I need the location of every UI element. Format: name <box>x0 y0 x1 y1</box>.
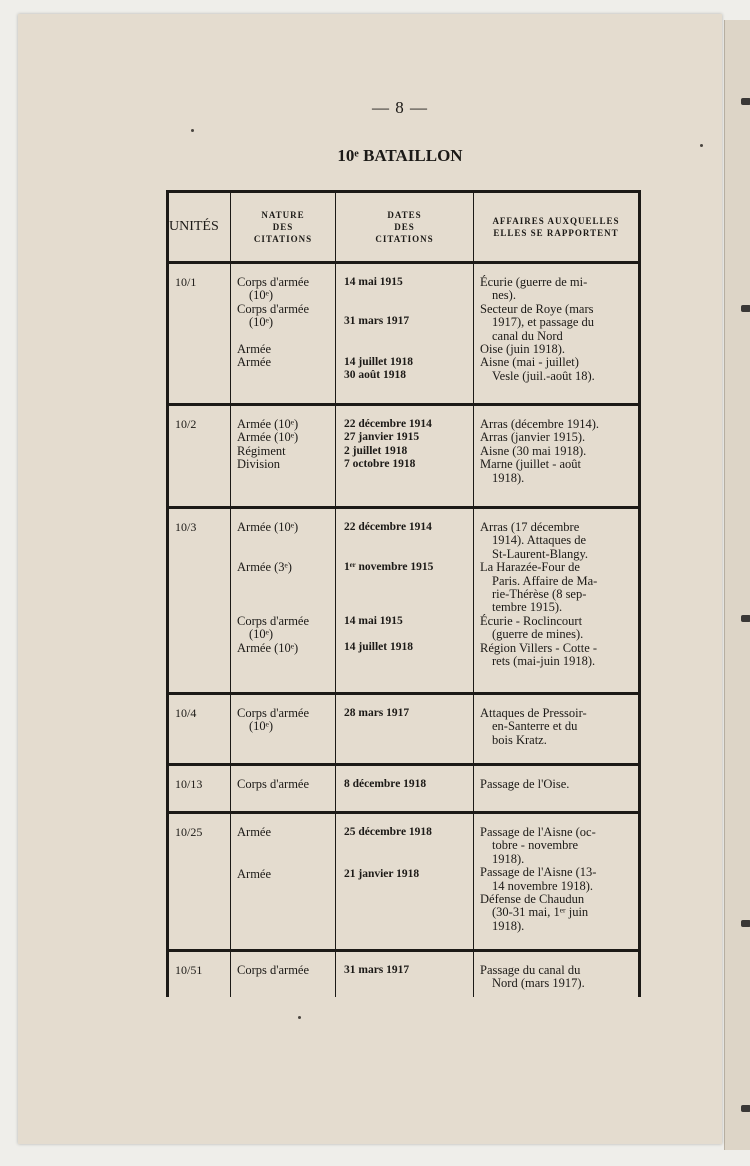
affair-line: Arras (décembre 1914). <box>480 417 600 431</box>
date-line: 7 octobre 1918 <box>344 458 416 471</box>
affair-cell <box>474 951 640 997</box>
date-line: 14 mai 1915 <box>344 276 403 288</box>
header-line: DATES <box>387 210 422 220</box>
affair-cell <box>474 405 640 508</box>
date-line: 2 juillet 1918 <box>344 444 408 457</box>
date-line: 31 mars 1917 <box>344 964 410 976</box>
date-line: 22 décembre 1914 <box>344 521 432 533</box>
date-line: 25 décembre 1918 <box>344 826 432 838</box>
header-line: DES <box>394 222 415 232</box>
affair-line: Passage du canal du <box>480 963 581 977</box>
nature-line: Armée (10ᵉ) <box>237 430 299 445</box>
nature-line: Corps d'armée <box>237 613 310 628</box>
nature-cell <box>231 951 336 997</box>
nature-line: Corps d'armée <box>237 706 310 720</box>
affair-line: nes). <box>492 288 516 303</box>
affair-line: Arras (17 décembre <box>480 520 580 534</box>
header-affairs <box>474 192 640 263</box>
affair-line: tobre - novembre <box>492 838 579 853</box>
date-line: 28 mars 1917 <box>344 707 410 719</box>
affair-cell <box>474 508 640 694</box>
binding-staple <box>741 920 750 927</box>
affair-line: rets (mai-juin 1918). <box>492 654 596 669</box>
affair-cell <box>474 813 640 951</box>
nature-line: Armée (10ᵉ) <box>237 640 299 655</box>
nature-line: (10ᵉ) <box>249 719 274 734</box>
nature-line: Division <box>237 457 281 472</box>
table-header-row <box>168 192 640 263</box>
date-cell <box>336 765 474 813</box>
affair-line: Marne (juillet - août <box>480 457 582 472</box>
date-line: 1ᵉʳ novembre 1915 <box>344 561 434 574</box>
table-row <box>168 765 640 813</box>
nature-line: Régiment <box>237 443 286 458</box>
affair-line: 1918). <box>492 918 525 933</box>
date-line: 14 juillet 1918 <box>344 641 413 654</box>
affair-line: 14 novembre 1918). <box>492 878 594 893</box>
affair-line: 1914). Attaques de <box>492 533 587 548</box>
affair-line: Attaques de Pressoir- <box>480 706 587 720</box>
binding-staple <box>741 615 750 622</box>
nature-line: (10ᵉ) <box>249 288 274 303</box>
date-cell <box>336 813 474 951</box>
binding-staple <box>741 305 750 312</box>
affair-line: La Harazée-Four de <box>480 560 580 575</box>
citations-table <box>166 190 641 997</box>
nature-line: (10ᵉ) <box>249 315 274 330</box>
affair-line: tembre 1915). <box>492 600 563 615</box>
nature-line: Armée <box>237 355 272 370</box>
date-cell <box>336 694 474 765</box>
affair-line: Passage de l'Oise. <box>480 777 570 791</box>
nature-line: Armée <box>237 825 272 839</box>
affair-line: Aisne (30 mai 1918). <box>480 443 587 458</box>
date-line: 22 décembre 1914 <box>344 418 432 430</box>
nature-line: Corps d'armée <box>237 777 310 791</box>
nature-line: Armée <box>237 867 272 882</box>
unit-cell: 10/4 <box>168 694 231 765</box>
affair-line: canal du Nord <box>492 328 563 343</box>
table-row <box>168 508 640 694</box>
affair-cell <box>474 694 640 765</box>
header-units: UNITÉS <box>168 192 231 263</box>
table-row <box>168 263 640 405</box>
affair-line: Vesle (juil.-août 18). <box>492 368 595 383</box>
date-line: 14 juillet 1918 <box>344 355 413 368</box>
nature-cell <box>231 263 336 405</box>
table-row <box>168 405 640 508</box>
affair-line: Nord (mars 1917). <box>492 976 585 991</box>
nature-line: (10ᵉ) <box>249 627 274 642</box>
affair-line: (guerre de mines). <box>492 627 584 642</box>
nature-cell <box>231 813 336 951</box>
affair-line: (30-31 mai, 1ᵉʳ juin <box>492 905 589 920</box>
header-line: ELLES SE RAPPORTENT <box>493 228 619 238</box>
next-page-edge <box>724 20 750 1150</box>
page-title: 10ᵉ BATAILLON <box>337 146 463 165</box>
header-line: DES <box>272 222 294 232</box>
header-line: NATURE <box>261 210 305 220</box>
nature-line: Corps d'armée <box>237 963 310 977</box>
nature-line: Corps d'armée <box>237 275 310 289</box>
affair-cell <box>474 765 640 813</box>
unit-cell: 10/3 <box>168 508 231 694</box>
table-row <box>168 951 640 997</box>
nature-line: Corps d'armée <box>237 301 310 316</box>
affair-line: Écurie (guerre de mi- <box>480 275 588 289</box>
affair-line: Défense de Chaudun <box>480 892 585 907</box>
affair-line: Oise (juin 1918). <box>480 342 566 357</box>
table-row <box>168 694 640 765</box>
header-line: CITATIONS <box>375 234 434 244</box>
header-dates <box>336 192 474 263</box>
affair-line: Passage de l'Aisne (13- <box>480 865 597 880</box>
nature-cell <box>231 405 336 508</box>
date-line: 14 mai 1915 <box>344 614 403 627</box>
affair-line: St-Laurent-Blangy. <box>492 546 589 561</box>
affair-line: Passage de l'Aisne (oc- <box>480 825 596 839</box>
affair-line: 1917), et passage du <box>492 315 595 330</box>
affair-line: Écurie - Roclincourt <box>480 613 583 628</box>
affair-line: Paris. Affaire de Ma- <box>492 573 598 588</box>
affair-cell <box>474 263 640 405</box>
header-nature <box>231 192 336 263</box>
binding-staple <box>741 1105 750 1112</box>
date-line: 30 août 1918 <box>344 369 406 382</box>
affair-line: Aisne (mai - juillet) <box>480 355 579 370</box>
unit-cell: 10/51 <box>168 951 231 997</box>
affair-line: bois Kratz. <box>492 732 547 747</box>
unit-cell: 10/1 <box>168 263 231 405</box>
header-line: CITATIONS <box>253 234 313 244</box>
nature-cell <box>231 508 336 694</box>
date-cell <box>336 951 474 997</box>
nature-cell <box>231 694 336 765</box>
nature-line: Armée (3ᵉ) <box>237 560 292 575</box>
nature-line: Armée <box>237 341 272 356</box>
date-cell <box>336 508 474 694</box>
header-line: AFFAIRES AUXQUELLES <box>492 216 620 226</box>
affair-line: rie-Thérèse (8 sep- <box>492 587 587 602</box>
unit-cell: 10/25 <box>168 813 231 951</box>
affair-line: 1918). <box>492 470 525 485</box>
nature-line: Armée (10ᵉ) <box>237 520 299 534</box>
paper-speck <box>298 1016 301 1019</box>
table-row <box>168 813 640 951</box>
date-line: 8 décembre 1918 <box>344 778 427 790</box>
date-line: 31 mars 1917 <box>344 315 410 328</box>
affair-line: Secteur de Roye (mars <box>480 301 594 316</box>
date-cell <box>336 405 474 508</box>
affair-line: Arras (janvier 1915). <box>480 430 586 445</box>
nature-line: Armée (10ᵉ) <box>237 417 299 431</box>
unit-cell: 10/13 <box>168 765 231 813</box>
paper-speck <box>191 129 194 132</box>
date-line: 21 janvier 1918 <box>344 868 420 881</box>
affair-line: Région Villers - Cotte - <box>480 640 598 655</box>
page-number: — 8 — <box>372 98 428 117</box>
nature-cell <box>231 765 336 813</box>
affair-line: 1918). <box>492 851 525 866</box>
date-cell <box>336 263 474 405</box>
unit-cell: 10/2 <box>168 405 231 508</box>
date-line: 27 janvier 1915 <box>344 431 420 444</box>
affair-line: en-Santerre et du <box>492 719 578 734</box>
